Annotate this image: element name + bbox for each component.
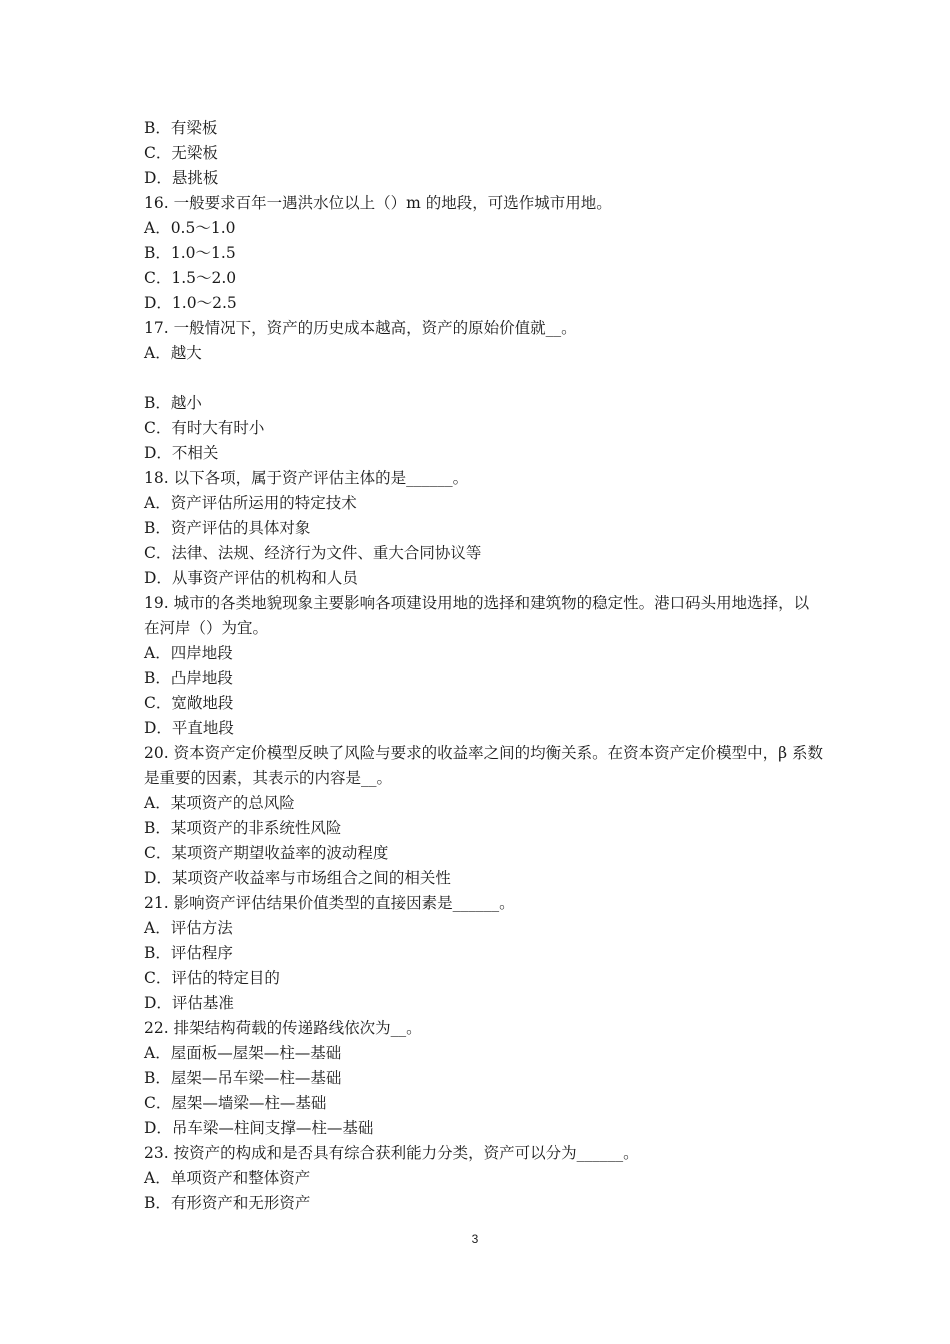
document-body — [144, 116, 824, 1216]
option-d-17: D．不相关 — [144, 444, 219, 462]
question-21: 21. 影响资产评估结果价值类型的直接因素是______。 — [144, 894, 515, 912]
option-a-22: A．屋面板—屋架—柱—基础 — [144, 1044, 342, 1062]
blank-line — [144, 366, 824, 391]
question-19: 19. 城市的各类地貌现象主要影响各项建设用地的选择和建筑物的稳定性。港口码头用地选择，以在河岸（）为宜。 — [144, 594, 810, 637]
option-a-23: A．单项资产和整体资产 — [144, 1169, 311, 1187]
option-d-22: D．吊车梁—柱间支撑—柱—基础 — [144, 1119, 374, 1137]
option-c-17: C．有时大有时小 — [144, 419, 265, 437]
option-b-19: B．凸岸地段 — [144, 669, 233, 687]
option-c-19: C．宽敞地段 — [144, 694, 234, 712]
option-b-22: B．屋架—吊车梁—柱—基础 — [144, 1069, 342, 1087]
option-a-18: A．资产评估所运用的特定技术 — [144, 494, 357, 512]
option-d-20: D．某项资产收益率与市场组合之间的相关性 — [144, 869, 451, 887]
option-c-16: C．1.5～2.0 — [144, 269, 237, 287]
option-b-21: B．评估程序 — [144, 944, 233, 962]
option-a-20: A．某项资产的总风险 — [144, 794, 295, 812]
page-number: 3 — [471, 1232, 479, 1246]
option-c-20: C．某项资产期望收益率的波动程度 — [144, 844, 389, 862]
question-20: 20. 资本资产定价模型反映了风险与要求的收益率之间的均衡关系。在资本资产定价模型中，β 系数是重要的因素，其表示的内容是__。 — [144, 744, 823, 787]
question-17: 17. 一般情况下，资产的历史成本越高，资产的原始价值就__。 — [144, 319, 577, 337]
option-d-15: D．悬挑板 — [144, 169, 219, 187]
option-a-21: A．评估方法 — [144, 919, 233, 937]
option-b-16: B．1.0～1.5 — [144, 244, 236, 262]
option-c-22: C．屋架—墙梁—柱—基础 — [144, 1094, 327, 1112]
option-b-15: B．有梁板 — [144, 119, 218, 137]
option-c-15: C．无梁板 — [144, 144, 218, 162]
option-a-19: A．四岸地段 — [144, 644, 233, 662]
option-d-21: D．评估基准 — [144, 994, 234, 1012]
option-c-21: C．评估的特定目的 — [144, 969, 280, 987]
option-a-16: A．0.5～1.0 — [144, 219, 236, 237]
option-a-17: A．越大 — [144, 344, 202, 362]
option-b-18: B．资产评估的具体对象 — [144, 519, 311, 537]
option-b-17: B．越小 — [144, 394, 202, 412]
option-d-19: D．平直地段 — [144, 719, 234, 737]
question-22: 22. 排架结构荷载的传递路线依次为__。 — [144, 1019, 422, 1037]
option-d-18: D．从事资产评估的机构和人员 — [144, 569, 358, 587]
option-d-16: D．1.0～2.5 — [144, 294, 237, 312]
option-b-20: B．某项资产的非系统性风险 — [144, 819, 342, 837]
option-b-23: B．有形资产和无形资产 — [144, 1194, 311, 1212]
question-23: 23. 按资产的构成和是否具有综合获利能力分类，资产可以分为______。 — [144, 1144, 639, 1162]
option-c-18: C．法律、法规、经济行为文件、重大合同协议等 — [144, 544, 482, 562]
question-18: 18. 以下各项，属于资产评估主体的是______。 — [144, 469, 469, 487]
question-16: 16. 一般要求百年一遇洪水位以上（）m 的地段，可选作城市用地。 — [144, 194, 612, 212]
